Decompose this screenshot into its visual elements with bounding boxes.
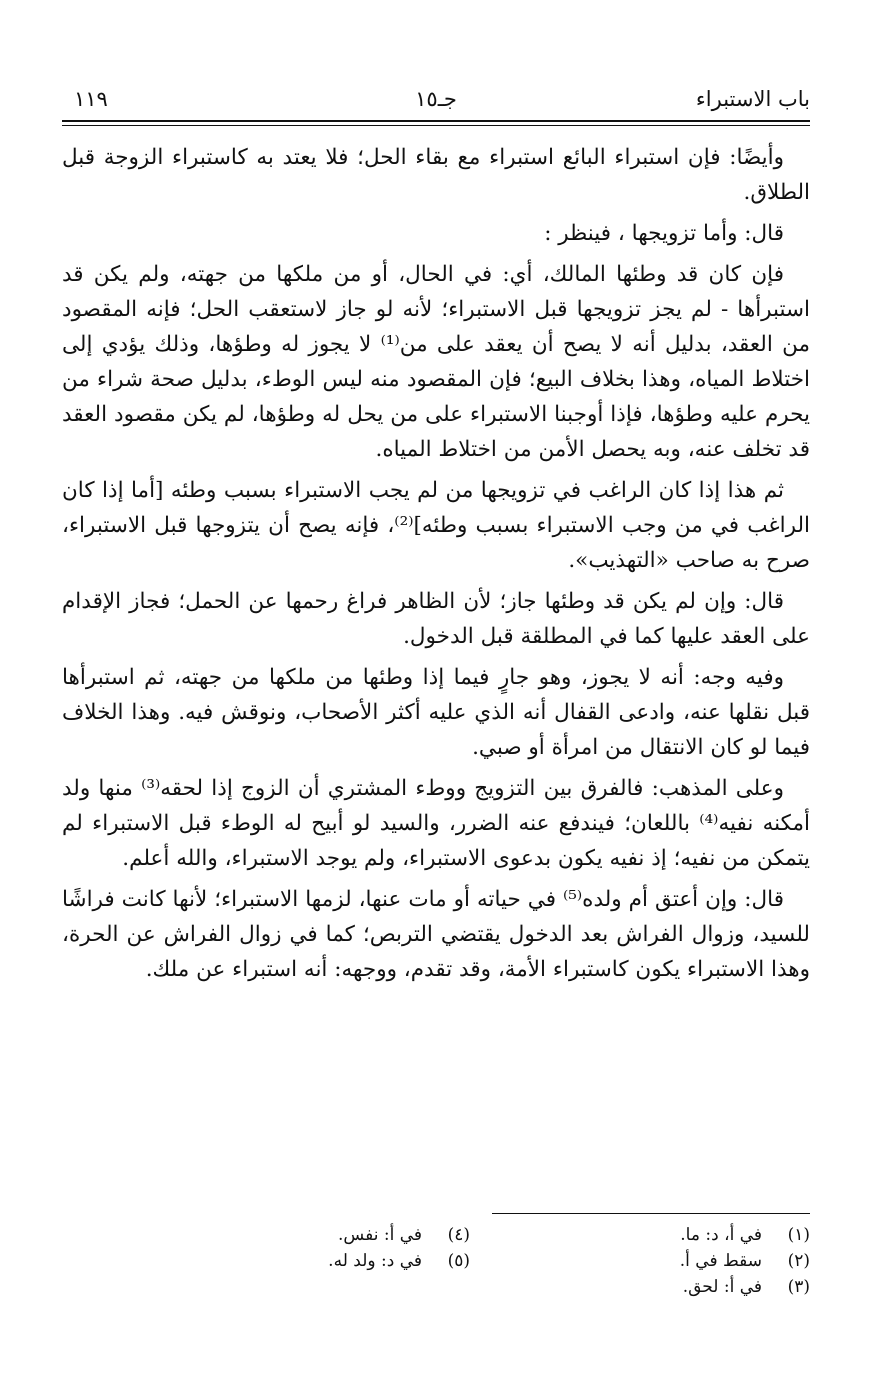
footnote-mark: (١) xyxy=(787,1225,810,1245)
footnote-mark: (٣) xyxy=(787,1277,810,1297)
header-rule-thin xyxy=(62,125,810,126)
paragraph: فإن كان قد وطئها المالك، أي: في الحال، أو من ملكها من جهته، ولم يكن قد استبرأها - لم يجز تزويجها قبل الاستبراء؛ لأنه لو جاز لاستعقب الحل؛ فإنه المقصود من العقد، بدليل أنه لا يصح أن يعقد على من⁽¹⁾ لا يجوز له وطؤها، وذلك يؤدي إلى اختلاط المياه، وهذا بخلاف البيع؛ فإن المقصود منه ليس الوطء، بدليل صحة شراء من يحرم عليه وطؤها، فإذا أوجبنا الاستبراء على من يحل له وطؤها، لم يكن مقصود العقد قد تخلف عنه، وبه يحصل الأمن من اختلاط المياه. xyxy=(62,262,810,462)
page-number: ١١٩ xyxy=(74,87,108,111)
chapter-title: باب الاستبراء xyxy=(695,87,810,111)
footnote-rule xyxy=(492,1213,810,1214)
paragraph: وعلى المذهب: فالفرق بين التزويج ووطء المشتري أن الزوج إذا لحقه⁽³⁾ منها ولد أمكنه نفيه⁽⁴⁾ باللعان؛ فيندفع عنه الضرر، والسيد لو أبيح له الوطء قبل الاستبراء لم يتمكن من نفيه؛ إذ نفيه يكون بدعوى الاستبراء، ولم يوجد الاستبراء، والله أعلم. xyxy=(62,776,810,871)
running-header xyxy=(62,82,810,116)
paragraph: قال: وإن أعتق أم ولده⁽⁵⁾ في حياته أو مات عنها، لزمها الاستبراء؛ لأنها كانت فراشًا للسيد، وزوال الفراش بعد الدخول يقتضي التربص؛ كما في زوال الفراش عن الحرة، وهذا الاستبراء يكون كاستبراء الأمة، وقد تقدم، ووجهه: أنه استبراء عن ملك. xyxy=(62,887,810,982)
paragraph: قال: وأما تزويجها ، فينظر : xyxy=(544,221,784,246)
footnote-text: في أ: لحق. xyxy=(682,1277,762,1297)
footnote xyxy=(230,1248,470,1274)
footnote-text: في أ، د: ما. xyxy=(680,1225,762,1245)
footnote-mark: (٤) xyxy=(447,1225,470,1245)
footnote xyxy=(510,1248,810,1274)
footnote xyxy=(510,1222,810,1248)
book-page xyxy=(62,0,810,1377)
footnotes-column-right xyxy=(510,1222,810,1300)
main-text xyxy=(62,140,810,993)
footnote-mark: (٥) xyxy=(447,1251,470,1271)
paragraph: قال: وإن لم يكن قد وطئها جاز؛ لأن الظاهر فراغ رحمها عن الحمل؛ فجاز الإقدام على العقد عليها كما في المطلقة قبل الدخول. xyxy=(62,589,810,649)
header-rule xyxy=(62,120,810,122)
paragraph: ثم هذا إذا كان الراغب في تزويجها من لم يجب الاستبراء بسبب وطئه [أما إذا كان الراغب في من وجب الاستبراء بسبب وطئه]⁽²⁾، فإنه يصح أن يتزوجها قبل الاستبراء، صرح به صاحب «التهذيب». xyxy=(62,478,810,573)
footnote-mark: (٢) xyxy=(787,1251,810,1271)
paragraph: وفيه وجه: أنه لا يجوز، وهو جارٍ فيما إذا وطئها من ملكها من جهته، ثم استبرأها قبل نقلها عنه، وادعى القفال أنه الذي عليه أكثر الأصحاب، ونوقش فيه. وهذا الخلاف فيما لو كان الانتقال من امرأة أو صبي. xyxy=(62,665,810,760)
footnote-text: في أ: نفس. xyxy=(338,1225,422,1245)
footnotes-column-left xyxy=(230,1222,470,1274)
paragraph: وأيضًا: فإن استبراء البائع استبراء مع بقاء الحل؛ فلا يعتد به كاستبراء الزوجة قبل الطلاق. xyxy=(62,145,810,205)
footnote-text: في د: ولد له. xyxy=(328,1251,422,1271)
volume-label: جـ١٥ xyxy=(415,87,457,111)
footnote xyxy=(510,1274,810,1300)
footnote-text: سقط في أ. xyxy=(679,1251,762,1271)
footnote xyxy=(230,1222,470,1248)
